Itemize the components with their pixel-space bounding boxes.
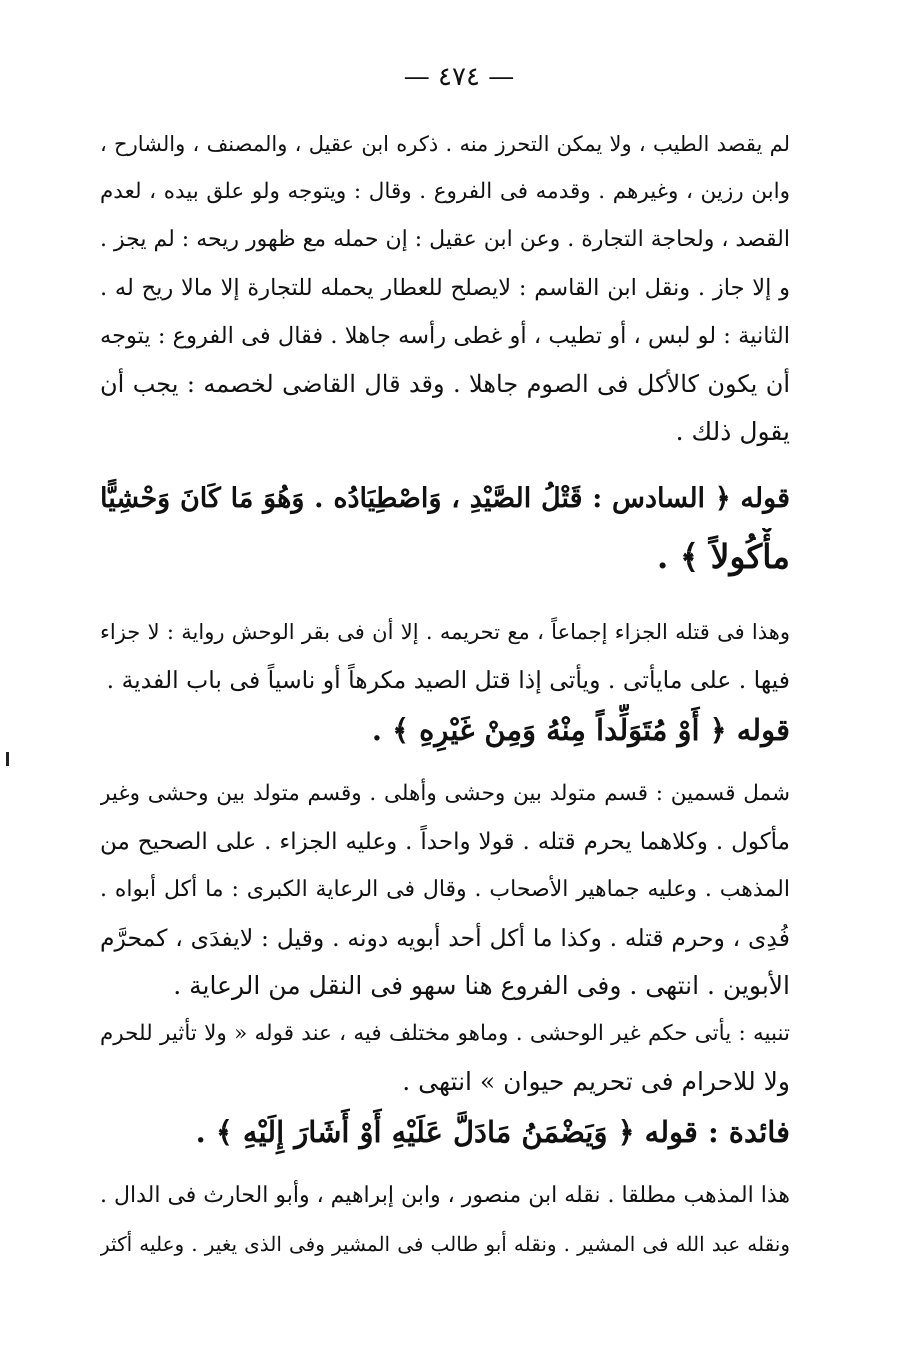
text-line: أن يكون كالأكل فى الصوم جاهلا . وقد قال القاضى لخصمه : يجب أن — [100, 370, 790, 398]
heading-line: فائدة : قوله ﴿ وَيَضْمَنُ مَادَلَّ عَلَيْهِ أَوْ أَشَارَ إِلَيْهِ ﴾ . — [195, 1115, 790, 1149]
spacer — [100, 756, 790, 770]
text-line: وابن رزين ، وغيرهم . وقدمه فى الفروع . وقال : ويتوجه ولو علق بيده ، لعدم — [100, 179, 790, 204]
text-line: الثانية : لو لبس ، أو تطيب ، أو غطى رأسه جاهلا . فقال فى الفروع : يتوجه — [100, 323, 790, 349]
text-line: و إلا جاز . ونقل ابن القاسم : لايصلح للعطار يحمله للتجارة إلا مالا ريح له . — [100, 275, 790, 301]
text-line: القصد ، ولحاجة التجارة . وعن ابن عقيل : إن حمله مع ظهور ريحه : لم يجز . — [100, 227, 790, 252]
text-line: الأبوين . انتهى . وفى الفروع هنا سهو فى النقل من الرعاية . — [173, 971, 790, 1000]
text-line: هذا المذهب مطلقا . نقله ابن منصور ، وابن إبراهيم ، وأبو الحارث فى الدال . — [100, 1183, 790, 1208]
margin-mark — [6, 752, 9, 766]
text-line: يقول ذلك . — [675, 417, 790, 446]
spacer — [100, 1158, 790, 1172]
text-line: تنبيه : يأتى حكم غير الوحشى . وماهو مختلف فيه ، عند قوله « ولا تأثير للحرم — [100, 1021, 790, 1046]
heading-line: قوله ﴿ أَوْ مُتَوَلِّداً مِنْهُ وَمِنْ غَيْرِهِ ﴾ . — [371, 713, 790, 747]
spacer — [100, 456, 790, 470]
text-line: وهذا فى قتله الجزاء إجماعاً ، مع تحريمه . إلا أن فى بقر الوحش رواية : لا جزاء — [100, 620, 790, 644]
text-line: فُدِى ، وحرم قتله . وكذا ما أكل أحد أبويه دونه . وقيل : لايفدَى ، كمحرَّم — [100, 924, 790, 952]
text-line: ولا للاحرام فى تحريم حيوان » انتهى . — [402, 1067, 790, 1096]
heading-line: قوله ﴿ السادس : قَتْلُ الصَّيْدِ ، وَاصْطِيَادُه . وَهُوَ مَا كَانَ وَحْشِيًّا — [100, 483, 790, 514]
text-line: مأكول . وكلاهما يحرم قتله . قولا واحداً . وعليه الجزاء . على الصحيح من — [100, 829, 790, 855]
spacer — [100, 586, 790, 608]
text-line: المذهب . وعليه جماهير الأصحاب . وقال فى الرعاية الكبرى : ما أكل أبواه . — [100, 877, 790, 902]
text-line: ونقله عبد الله فى المشير . ونقله أبو طالب فى المشير وفى الذى يغير . وعليه أكثر — [100, 1232, 790, 1256]
text-line: فيها . على مايأتى . ويأتى إذا قتل الصيد مكرهاً أو ناسياً فى باب الفدية . — [106, 666, 790, 694]
text-line: شمل قسمين : قسم متولد بين وحشى وأهلى . وقسم متولد بين وحشى وغير — [100, 781, 790, 806]
text-line: لم يقصد الطيب ، ولا يمكن التحرز منه . ذكره ابن عقيل ، والمصنف ، والشارح ، — [100, 132, 790, 156]
page-body — [100, 120, 790, 1268]
page-number: — ٤٧٤ — — [403, 62, 515, 92]
heading-line: مأْكُولاً ﴾ . — [656, 537, 790, 576]
